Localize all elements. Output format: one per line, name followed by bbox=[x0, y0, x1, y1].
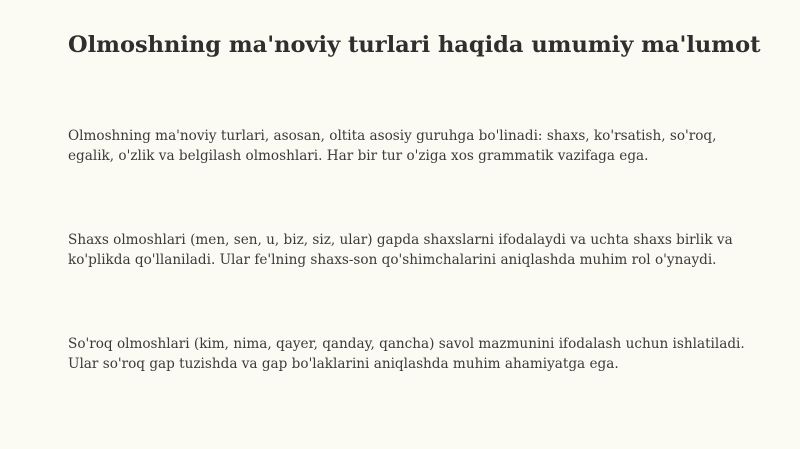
paragraph-overview: Olmoshning ma'noviy turlari, asosan, oltita asosiy guruhga bo'linadi: shaxs, ko'rsatish, so'roq, egalik, o'zlik va belgilash olmoshlari. Har bir tur o'ziga xos grammatik vazifaga ega. bbox=[68, 128, 717, 164]
paragraph-interrogative-pronouns: So'roq olmoshlari (kim, nima, qayer, qanday, qancha) savol mazmunini ifodalash uchun ishlatiladi. Ular so'roq gap tuzishda va gap bo'laklarini aniqlashda muhim ahamiyatga ega. bbox=[68, 336, 745, 372]
page-title: Olmoshning ma'noviy turlari haqida umumiy ma'lumot bbox=[68, 32, 761, 58]
paragraph-personal-pronouns: Shaxs olmoshlari (men, sen, u, biz, siz, ular) gapda shaxslarni ifodalaydi va uchta shaxs birlik va ko'plikda qo'llaniladi. Ular fe'lning shaxs-son qo'shimchalarini aniqlashda muhim rol o'ynaydi. bbox=[68, 232, 733, 268]
